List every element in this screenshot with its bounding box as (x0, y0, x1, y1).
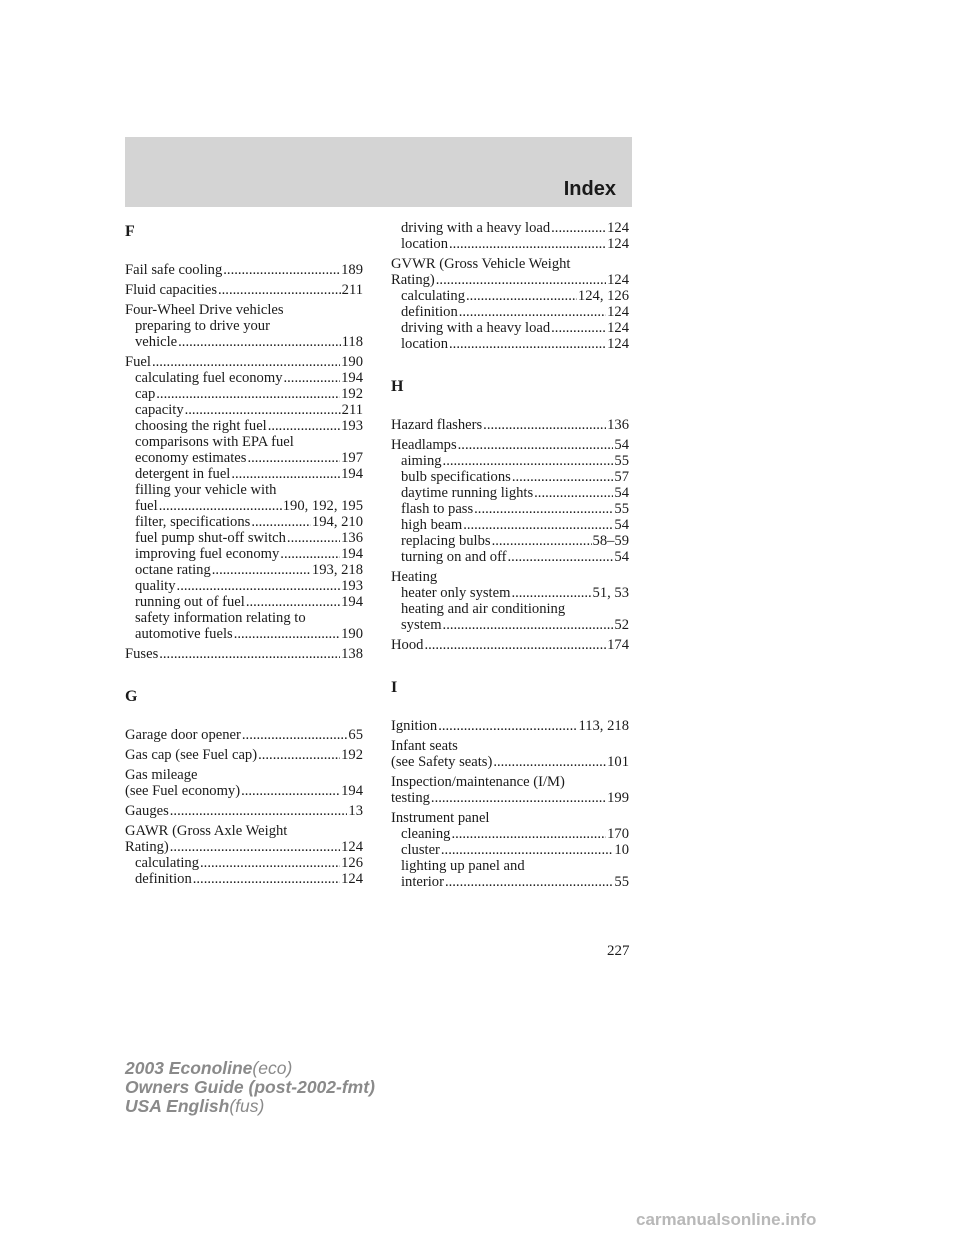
entry-pages: 211 (341, 282, 363, 298)
index-entry (391, 774, 629, 806)
entry-label: Four-Wheel Drive vehicles (125, 302, 284, 318)
entry-label: preparing to drive your (135, 318, 270, 334)
index-line (125, 839, 363, 855)
entry-label: improving fuel economy (135, 546, 280, 562)
dot-leader (152, 354, 340, 370)
index-subentry (125, 546, 363, 562)
entry-label: (see Safety seats) (391, 754, 493, 770)
dot-leader (170, 803, 348, 819)
footer-model-code: (eco) (252, 1058, 293, 1078)
dot-leader (443, 453, 614, 469)
entry-pages: 55 (614, 501, 629, 517)
entry-label: vehicle (135, 334, 178, 350)
dot-leader (193, 871, 340, 887)
entry-label: capacity (135, 402, 184, 418)
entry-label: filter, specifications (135, 514, 251, 530)
entry-label: Inspection/maintenance (I/M) (391, 774, 565, 790)
index-subentry (391, 320, 629, 336)
entry-label: Heating (391, 569, 438, 585)
dot-leader (200, 855, 340, 871)
dot-leader (493, 754, 606, 770)
entry-label: aiming (401, 453, 442, 469)
entry-label: Rating) (125, 839, 169, 855)
entry-pages: 124 (607, 336, 629, 352)
entry-label: flash to pass (401, 501, 474, 517)
entry-pages: 193 (341, 578, 363, 594)
entry-label: economy estimates (135, 450, 247, 466)
entry-label: Hazard flashers (391, 417, 483, 433)
entry-label: heating and air conditioning (401, 601, 566, 617)
index-subentry (125, 610, 363, 626)
dot-leader (156, 386, 340, 402)
entry-label: replacing bulbs (401, 533, 491, 549)
entry-pages: 194 (341, 594, 363, 610)
dot-leader (438, 718, 577, 734)
dot-leader (459, 304, 606, 320)
entry-label: Fluid capacities (125, 282, 217, 298)
index-entry (125, 282, 363, 298)
entry-label: calculating (135, 855, 200, 871)
dot-leader (436, 272, 606, 288)
entry-pages: 193 (341, 418, 363, 434)
entry-label: heater only system (401, 585, 511, 601)
entry-pages: 124 (341, 839, 363, 855)
entry-pages: 58–59 (592, 533, 629, 549)
dot-leader (534, 485, 613, 501)
index-entry (391, 220, 629, 252)
index-subentry (391, 469, 629, 485)
entry-pages: 194 (341, 546, 363, 562)
index-subentry (391, 533, 629, 549)
entry-label: calculating fuel economy (135, 370, 283, 386)
index-subentry (125, 855, 363, 871)
index-subentry (125, 402, 363, 418)
dot-leader (466, 288, 577, 304)
index-subentry (391, 617, 629, 633)
header-band (125, 137, 632, 207)
index-line (391, 774, 629, 790)
index-subentry (391, 220, 629, 236)
index-line (125, 767, 363, 783)
entry-pages: 52 (614, 617, 629, 633)
entry-label: GAWR (Gross Axle Weight (125, 823, 288, 839)
index-subentry (125, 530, 363, 546)
index-subentry (391, 485, 629, 501)
entry-pages: 10 (614, 842, 629, 858)
index-line (391, 569, 629, 585)
index-entry (125, 823, 363, 887)
dot-leader (234, 626, 340, 642)
dot-leader (284, 370, 341, 386)
index-entry (125, 646, 363, 662)
dot-leader (247, 450, 340, 466)
index-subentry (391, 336, 629, 352)
footer-model: 2003 Econoline (125, 1058, 253, 1078)
dot-leader (431, 790, 606, 806)
entry-label: cleaning (401, 826, 451, 842)
entry-pages: 124 (341, 871, 363, 887)
index-subentry (125, 594, 363, 610)
dot-leader (424, 637, 606, 653)
dot-leader (451, 826, 606, 842)
entry-pages: 124 (607, 320, 629, 336)
index-subentry (125, 578, 363, 594)
entry-pages: 197 (341, 450, 363, 466)
index-column-right (391, 220, 629, 894)
entry-label: automotive fuels (135, 626, 233, 642)
entry-label: Garage door opener (125, 727, 241, 743)
dot-leader (178, 334, 341, 350)
entry-pages: 113, 218 (578, 718, 629, 734)
index-line (125, 783, 363, 799)
index-entry (125, 803, 363, 819)
dot-leader (445, 874, 613, 890)
dot-leader (512, 469, 614, 485)
index-subentry (391, 585, 629, 601)
dot-leader (551, 320, 606, 336)
entry-pages: 199 (607, 790, 629, 806)
index-line (391, 738, 629, 754)
entry-pages: 138 (341, 646, 363, 662)
dot-leader (223, 262, 340, 278)
dot-leader (449, 336, 606, 352)
entry-label: detergent in fuel (135, 466, 231, 482)
index-entry (391, 738, 629, 770)
entry-pages: 126 (341, 855, 363, 871)
index-entry (125, 727, 363, 743)
index-subentry (125, 482, 363, 498)
entry-pages: 194 (341, 370, 363, 386)
index-entry (125, 262, 363, 278)
dot-leader (177, 578, 341, 594)
dot-leader (246, 594, 340, 610)
entry-pages: 211 (341, 402, 363, 418)
entry-pages: 136 (341, 530, 363, 546)
entry-label: Fuses (125, 646, 159, 662)
entry-pages: 136 (607, 417, 629, 433)
entry-label: running out of fuel (135, 594, 245, 610)
index-entry (391, 569, 629, 633)
index-subentry (391, 874, 629, 890)
entry-pages: 194 (341, 466, 363, 482)
entry-label: Rating) (391, 272, 435, 288)
index-line (125, 354, 363, 370)
dot-leader (443, 617, 614, 633)
dot-leader (483, 417, 606, 433)
dot-leader (159, 498, 282, 514)
entry-label: bulb specifications (401, 469, 511, 485)
dot-leader (492, 533, 592, 549)
section-letter: F (125, 223, 135, 240)
dot-leader (170, 839, 340, 855)
index-line (125, 747, 363, 763)
index-line (125, 282, 363, 298)
entry-pages: 124 (607, 304, 629, 320)
index-subentry (125, 466, 363, 482)
entry-pages: 65 (348, 727, 363, 743)
entry-pages: 192 (341, 386, 363, 402)
entry-label: daytime running lights (401, 485, 534, 501)
index-subentry (125, 370, 363, 386)
entry-label: testing (391, 790, 430, 806)
index-line (125, 302, 363, 318)
index-subentry (125, 386, 363, 402)
entry-label: filling your vehicle with (135, 482, 277, 498)
index-subentry (391, 517, 629, 533)
dot-leader (241, 783, 340, 799)
section-letter: H (391, 378, 404, 395)
dot-leader (258, 747, 340, 763)
dot-leader (159, 646, 340, 662)
entry-pages: 174 (607, 637, 629, 653)
entry-pages: 194 (341, 783, 363, 799)
entry-label: Ignition (391, 718, 438, 734)
entry-label: system (401, 617, 442, 633)
entry-label: quality (135, 578, 176, 594)
index-subentry (391, 826, 629, 842)
entry-label: Gas mileage (125, 767, 198, 783)
entry-label: GVWR (Gross Vehicle Weight (391, 256, 571, 272)
entry-label: Hood (391, 637, 424, 653)
dot-leader (231, 466, 340, 482)
entry-pages: 51, 53 (592, 585, 629, 601)
entry-pages: 190 (341, 354, 363, 370)
entry-pages: 13 (348, 803, 363, 819)
page-title: Index (563, 178, 616, 200)
index-line (391, 810, 629, 826)
entry-label: driving with a heavy load (401, 320, 551, 336)
index-line (125, 262, 363, 278)
dot-leader (287, 530, 340, 546)
index-line (391, 637, 629, 653)
index-line (391, 718, 629, 734)
entry-label: Gas cap (see Fuel cap) (125, 747, 258, 763)
entry-pages: 55 (614, 874, 629, 890)
entry-label: (see Fuel economy) (125, 783, 241, 799)
index-subentry (125, 434, 363, 450)
dot-leader (458, 437, 614, 453)
index-subentry (125, 450, 363, 466)
index-subentry (391, 842, 629, 858)
entry-label: definition (401, 304, 458, 320)
index-subentry (391, 236, 629, 252)
entry-pages: 54 (614, 549, 629, 565)
index-entry (125, 302, 363, 350)
footer-guide: Owners Guide (post-2002-fmt) (125, 1077, 375, 1097)
index-line (391, 790, 629, 806)
section-letter: G (125, 688, 138, 705)
dot-leader (551, 220, 606, 236)
footer-language: USA English (125, 1096, 230, 1116)
index-line (391, 437, 629, 453)
index-entry (391, 256, 629, 352)
dot-leader (212, 562, 311, 578)
entry-label: driving with a heavy load (401, 220, 551, 236)
dot-leader (511, 585, 591, 601)
section-letter: I (391, 679, 398, 696)
entry-label: comparisons with EPA fuel (135, 434, 294, 450)
entry-label: choosing the right fuel (135, 418, 267, 434)
index-subentry (391, 501, 629, 517)
index-subentry (125, 498, 363, 514)
index-subentry (125, 871, 363, 887)
index-line (391, 256, 629, 272)
index-entry (391, 437, 629, 565)
entry-pages: 124 (607, 236, 629, 252)
entry-pages: 124 (607, 272, 629, 288)
entry-pages: 54 (614, 437, 629, 453)
footer-language-code: (fus) (229, 1096, 265, 1116)
dot-leader (280, 546, 340, 562)
entry-pages: 55 (614, 453, 629, 469)
dot-leader (441, 842, 614, 858)
entry-pages: 124 (607, 220, 629, 236)
index-subentry (125, 418, 363, 434)
dot-leader (508, 549, 614, 565)
entry-label: fuel (135, 498, 158, 514)
entry-label: Fail safe cooling (125, 262, 223, 278)
entry-label: fuel pump shut-off switch (135, 530, 286, 546)
entry-pages: 193, 218 (311, 562, 363, 578)
entry-label: location (401, 336, 449, 352)
entry-label: Gauges (125, 803, 169, 819)
index-line (391, 754, 629, 770)
index-line (125, 727, 363, 743)
index-subentry (125, 334, 363, 350)
entry-label: location (401, 236, 449, 252)
index-subentry (125, 318, 363, 334)
entry-pages: 118 (341, 334, 363, 350)
dot-leader (463, 517, 613, 533)
entry-label: calculating (401, 288, 466, 304)
entry-label: Fuel (125, 354, 151, 370)
index-column-left (125, 222, 363, 891)
index-entry (125, 767, 363, 799)
index-subentry (391, 304, 629, 320)
entry-pages: 101 (607, 754, 629, 770)
entry-label: interior (401, 874, 444, 890)
entry-pages: 190 (341, 626, 363, 642)
index-entry (391, 637, 629, 653)
entry-label: Instrument panel (391, 810, 490, 826)
index-line (125, 646, 363, 662)
page-number: 227 (607, 943, 630, 959)
entry-pages: 124, 126 (577, 288, 629, 304)
index-entry (391, 810, 629, 890)
index-line (391, 417, 629, 433)
dot-leader (242, 727, 348, 743)
dot-leader (474, 501, 613, 517)
index-subentry (125, 514, 363, 530)
index-subentry (391, 288, 629, 304)
index-entry (391, 718, 629, 734)
entry-pages: 57 (614, 469, 629, 485)
footer-identifier (125, 1059, 375, 1116)
entry-label: octane rating (135, 562, 211, 578)
index-entry (391, 417, 629, 433)
entry-label: Headlamps (391, 437, 457, 453)
index-subentry (391, 453, 629, 469)
entry-pages: 190, 192, 195 (282, 498, 363, 514)
entry-pages: 189 (341, 262, 363, 278)
entry-pages: 192 (341, 747, 363, 763)
index-subentry (391, 601, 629, 617)
entry-label: safety information relating to (135, 610, 306, 626)
dot-leader (251, 514, 311, 530)
dot-leader (449, 236, 606, 252)
index-line (125, 803, 363, 819)
dot-leader (185, 402, 341, 418)
entry-pages: 170 (607, 826, 629, 842)
index-subentry (391, 858, 629, 874)
index-line (391, 272, 629, 288)
index-entry (125, 747, 363, 763)
entry-label: definition (135, 871, 192, 887)
dot-leader (218, 282, 341, 298)
index-line (125, 823, 363, 839)
watermark: carmanualsonline.info (636, 1210, 817, 1229)
entry-label: lighting up panel and (401, 858, 525, 874)
entry-pages: 194, 210 (311, 514, 363, 530)
entry-label: turning on and off (401, 549, 507, 565)
dot-leader (268, 418, 340, 434)
index-subentry (125, 562, 363, 578)
index-subentry (125, 626, 363, 642)
entry-pages: 54 (614, 517, 629, 533)
index-subentry (391, 549, 629, 565)
entry-label: high beam (401, 517, 463, 533)
index-entry (125, 354, 363, 642)
entry-label: Infant seats (391, 738, 458, 754)
entry-label: cap (135, 386, 156, 402)
entry-pages: 54 (614, 485, 629, 501)
entry-label: cluster (401, 842, 440, 858)
